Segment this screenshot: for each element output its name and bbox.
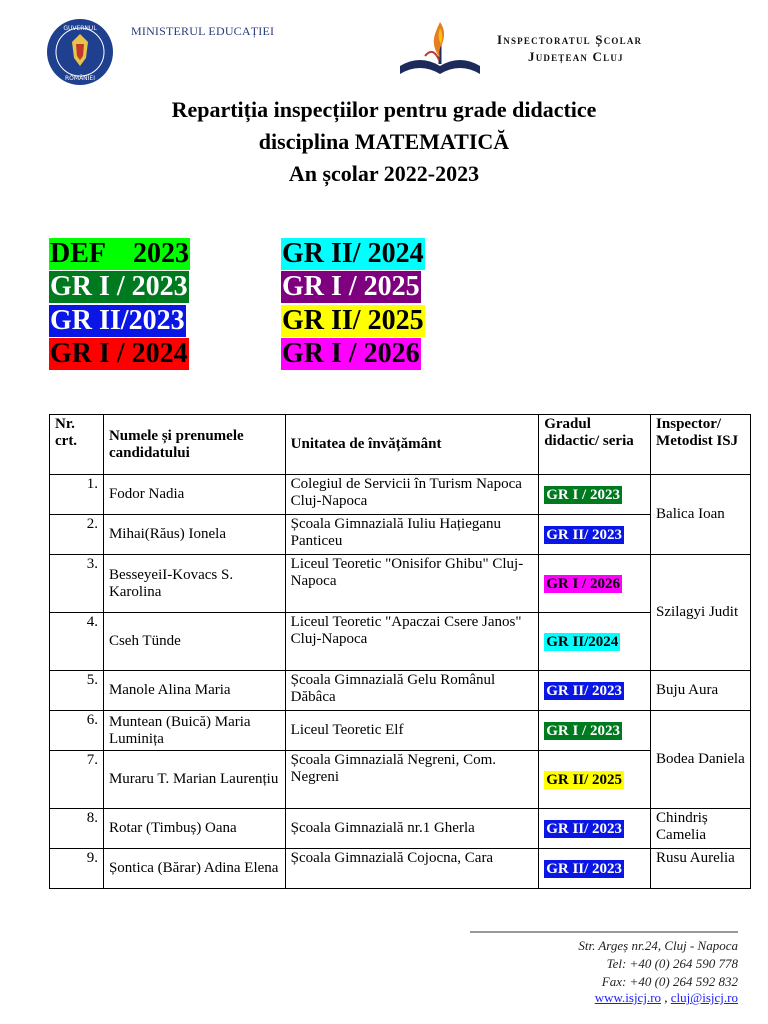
row-inspector: Buju Aura (651, 671, 751, 711)
table-row (50, 515, 751, 555)
government-crest-icon (46, 18, 114, 86)
legend-item: GR I / 2024 (50, 338, 188, 369)
row-name: Șontica (Bărar) Adina Elena (103, 849, 285, 889)
legend-item: GR II/2023 (50, 305, 185, 336)
row-unit: Școala Gimnazială nr.1 Gherla (285, 809, 539, 849)
footer-address: Str. Argeș nr.24, Cluj - Napoca (578, 938, 738, 953)
row-nr: 6. (50, 711, 104, 751)
grade-badge: GR I / 2026 (546, 575, 620, 592)
ministry-name: MINISTERUL EDUCAȚIEI (131, 24, 275, 38)
row-grade (539, 613, 651, 671)
row-inspector: Rusu Aurelia (651, 849, 751, 889)
isj-name-line2: Județean Cluj (528, 49, 624, 64)
row-unit: Liceul Teoretic "Apaczai Csere Janos" Cluj-Napoca (285, 613, 539, 671)
grade-badge: GR II/ 2023 (546, 820, 623, 837)
footer-fax: Fax: +40 (0) 264 592 832 (601, 974, 738, 989)
table-row (50, 555, 751, 613)
row-nr: 2. (50, 515, 104, 555)
row-name: Muntean (Buică) Maria Luminița (103, 711, 285, 751)
row-nr: 7. (50, 751, 104, 809)
row-name: Manole Alina Maria (103, 671, 285, 711)
row-nr: 4. (50, 613, 104, 671)
document-title: Repartiția inspecțiilor pentru grade didactice (171, 97, 597, 122)
row-name: BesseyeiI-Kovacs S. Karolina (103, 555, 285, 613)
grade-badge: GR II/2024 (546, 633, 619, 650)
row-grade (539, 849, 651, 889)
row-nr: 1. (50, 475, 104, 515)
row-grade (539, 555, 651, 613)
row-nr: 5. (50, 671, 104, 711)
legend-item: GR II/ 2024 (282, 238, 424, 269)
grade-badge: GR I / 2023 (546, 722, 620, 739)
grade-badge: GR II/ 2023 (546, 682, 623, 699)
row-grade (539, 809, 651, 849)
row-inspector: Bodea Daniela (651, 711, 751, 809)
inspections-table (49, 414, 751, 889)
row-unit: Școala Gimnazială Cojocna, Cara (285, 849, 539, 889)
row-grade (539, 475, 651, 515)
row-grade (539, 751, 651, 809)
row-unit: Liceul Teoretic "Onisifor Ghibu" Cluj-Napoca (285, 555, 539, 613)
row-unit: Școala Gimnazială Negreni, Com. Negreni (285, 751, 539, 809)
link-separator: , (661, 990, 671, 1005)
document-subtitle: disciplina MATEMATICĂ (258, 129, 510, 154)
legend-item: DEF 2023 (50, 238, 189, 269)
isj-book-logo-icon (395, 16, 485, 80)
row-grade (539, 671, 651, 711)
table-row (50, 671, 751, 711)
row-name: Cseh Tünde (103, 613, 285, 671)
row-unit: Liceul Teoretic Elf (285, 711, 539, 751)
school-year: An școlar 2022-2023 (288, 161, 480, 186)
grade-badge: GR II/ 2025 (546, 771, 623, 788)
row-name: Rotar (Timbuș) Oana (103, 809, 285, 849)
grade-badge: GR II/ 2023 (546, 526, 623, 543)
row-name: Muraru T. Marian Laurențiu (103, 751, 285, 809)
footer-links (595, 990, 738, 1006)
table-header-row (50, 415, 751, 475)
legend-item: GR II/ 2025 (282, 305, 424, 336)
row-inspector: Chindriș Camelia (651, 809, 751, 849)
footer-divider (470, 931, 738, 933)
row-inspector: Szilagyi Judit (651, 555, 751, 671)
page-header (0, 0, 768, 90)
row-name: Fodor Nadia (103, 475, 285, 515)
row-grade (539, 515, 651, 555)
header-grade: Gradul didactic/ seria (539, 415, 651, 475)
row-grade (539, 711, 651, 751)
grade-badge: GR II/ 2023 (546, 860, 623, 877)
header-inspector: Inspector/ Metodist ISJ (651, 415, 751, 475)
row-unit: Școala Gimnazială Iuliu Hațieganu Panticeu (285, 515, 539, 555)
header-name: Numele și prenumele candidatului (103, 415, 285, 475)
row-name: Mihai(Răus) Ionela (103, 515, 285, 555)
footer-phone: Tel: +40 (0) 264 590 778 (606, 956, 738, 971)
row-unit: Școala Gimnazială Gelu Românul Dăbâca (285, 671, 539, 711)
table-row (50, 751, 751, 809)
legend-item: GR I / 2025 (282, 271, 420, 302)
email-link[interactable]: cluj@isjcj.ro (670, 990, 738, 1005)
table-row (50, 849, 751, 889)
header-nr: Nr. crt. (50, 415, 104, 475)
row-unit: Colegiul de Servicii în Turism Napoca Cluj-Napoca (285, 475, 539, 515)
row-nr: 3. (50, 555, 104, 613)
table-row (50, 809, 751, 849)
table-row (50, 613, 751, 671)
svg-text:ROMÂNIEI: ROMÂNIEI (65, 75, 95, 82)
row-nr: 9. (50, 849, 104, 889)
website-link[interactable]: www.isjcj.ro (594, 990, 662, 1005)
row-nr: 8. (50, 809, 104, 849)
isj-name-line1: Inspectoratul Școlar (497, 32, 643, 47)
legend-item: GR I / 2023 (50, 271, 188, 302)
svg-text:GUVERNUL: GUVERNUL (63, 25, 97, 32)
grade-badge: GR I / 2023 (546, 486, 620, 503)
table-row (50, 475, 751, 515)
row-inspector: Balica Ioan (651, 475, 751, 555)
header-unit: Unitatea de învățământ (285, 415, 539, 475)
table-row (50, 711, 751, 751)
legend-item: GR I / 2026 (282, 338, 420, 369)
